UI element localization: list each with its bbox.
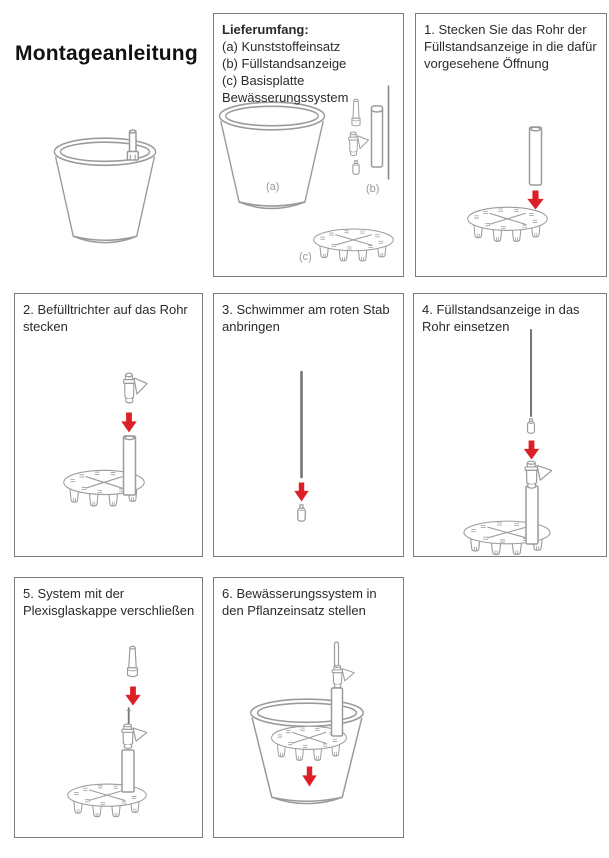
step-2-panel — [14, 293, 203, 557]
step-3-panel — [213, 293, 404, 557]
indicator-rod-tip-icon — [127, 708, 130, 725]
down-arrow-icon — [524, 441, 539, 460]
base-plate-icon — [468, 207, 548, 241]
delivery-panel — [213, 13, 404, 277]
indicator-rod-tip-icon — [335, 642, 339, 666]
funnel-icon — [525, 461, 552, 488]
step-6-panel — [213, 577, 404, 838]
pot-overview-illustration — [50, 122, 165, 257]
delivery-item-b: (b) Füllstandsanzeige — [222, 56, 347, 71]
part-label-a: (a) — [266, 181, 280, 193]
down-arrow-icon — [527, 191, 543, 210]
tube-icon — [124, 436, 136, 495]
step-4-text: 4. Füllstandsanzeige in das Rohr einsetzen — [422, 302, 580, 334]
tube-icon — [122, 750, 134, 792]
step-5-panel — [14, 577, 203, 838]
funnel-icon — [349, 132, 369, 156]
step-6-text: 6. Bewässerungssystem in den Pflanzeinsatz stellen — [222, 586, 377, 618]
part-label-b: (b) — [366, 183, 380, 195]
tube-icon — [372, 106, 383, 167]
down-arrow-icon — [125, 687, 140, 706]
float-icon — [528, 419, 535, 433]
water-level-indicator-icon — [127, 130, 138, 160]
step-5-text: 5. System mit der Plexisglaskappe verschließen — [23, 586, 195, 618]
pot-icon — [251, 699, 364, 803]
float-icon — [298, 505, 306, 521]
tube-icon — [526, 486, 538, 544]
delivery-item-a: (a) Kunststoffeinsatz — [222, 39, 341, 54]
down-arrow-icon — [294, 483, 308, 502]
step-1-text: 1. Stecken Sie das Rohr der Füllstandsanzeige in die dafür vorgesehene Öffnung — [424, 22, 597, 71]
step-1-panel — [415, 13, 607, 277]
delivery-heading: Lieferumfang: — [222, 22, 309, 37]
step-4-panel — [413, 293, 607, 557]
step-3-text: 3. Schwimmer am roten Stab anbringen — [222, 302, 390, 334]
pot-icon — [54, 138, 155, 242]
tube-icon — [530, 127, 542, 185]
delivery-item-c: (c) Basisplatte Bewässerungssystem — [222, 73, 349, 105]
base-plate-icon — [314, 229, 394, 261]
step-2-text: 2. Befülltrichter auf das Rohr stecken — [23, 302, 188, 334]
funnel-icon — [122, 724, 147, 748]
float-icon — [353, 161, 359, 175]
down-arrow-icon — [121, 413, 136, 433]
part-label-c: (c) — [299, 251, 312, 263]
page-title: Montageanleitung — [15, 42, 198, 65]
funnel-icon — [124, 373, 148, 403]
funnel-icon — [332, 665, 354, 688]
tube-icon — [332, 688, 343, 736]
cap-icon — [128, 646, 138, 676]
